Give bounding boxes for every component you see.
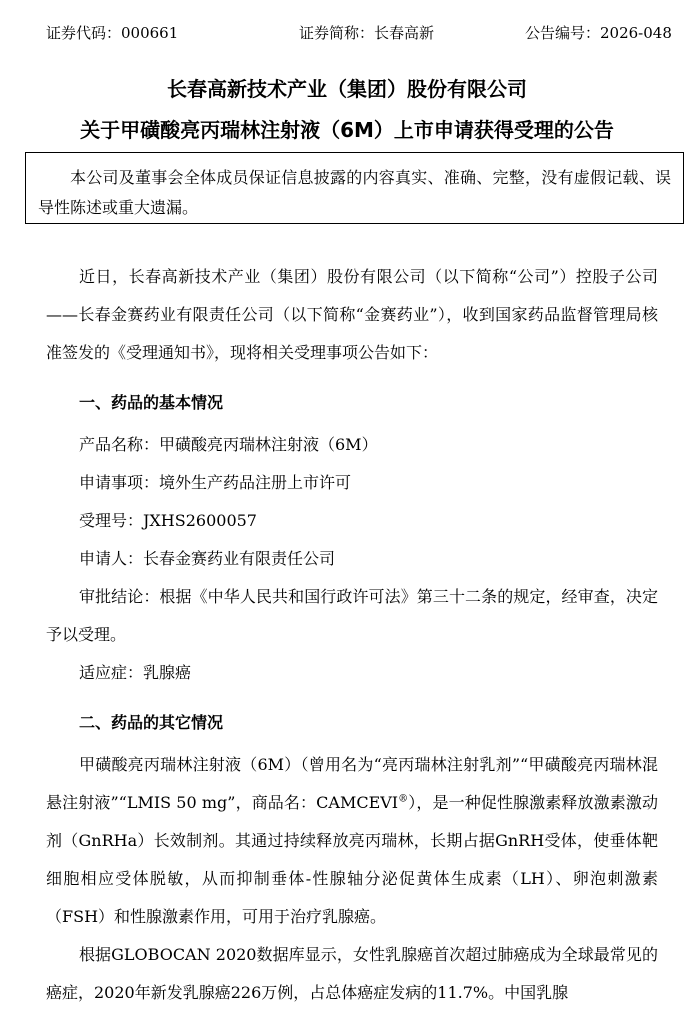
indication-item: 适应症：乳腺癌	[79, 663, 192, 682]
product-name-item: 产品名称：甲磺酸亮丙瑞林注射液（6M）	[79, 435, 378, 454]
section-1-heading: 一、药品的基本情况	[79, 393, 224, 412]
epidemiology-paragraph: 根据GLOBOCAN 2020数据库显示，女性乳腺癌首次超过肺癌成为全球最常见的癌症，2020年新发乳腺癌226万例，占总体癌症发病的11.7%。中国乳腺	[46, 945, 658, 1002]
company-name-title: 长春高新技术产业（集团）股份有限公司	[167, 77, 527, 101]
section-2-heading: 二、药品的其它情况	[79, 713, 224, 732]
approval-conclusion-item: 审批结论：根据《中华人民共和国行政许可法》第三十二条的规定，经审查，决定予以受理。	[46, 587, 658, 644]
security-abbreviation: 证券简称：长春高新	[299, 24, 435, 42]
disclaimer-text: 本公司及董事会全体成员保证信息披露的内容真实、准确、完整，没有虚假记载、误导性陈述或重大遗漏。	[38, 168, 671, 217]
announcement-body	[46, 258, 658, 1012]
intro-paragraph: 近日，长春高新技术产业（集团）股份有限公司（以下简称“公司”）控股子公司——长春金赛药业有限责任公司（以下简称“金赛药业”），收到国家药品监督管理局核准签发的《受理通知书》，现将相关受理事项公告如下：	[46, 267, 658, 362]
announcement-title: 关于甲磺酸亮丙瑞林注射液（6M）上市申请获得受理的公告	[80, 118, 614, 142]
announcement-number: 公告编号：2026-048	[525, 24, 672, 42]
security-code: 证券代码：000661	[46, 24, 179, 42]
acceptance-number-item: 受理号：JXHS2600057	[79, 511, 257, 530]
page-header	[0, 22, 694, 46]
drug-description-paragraph: 甲磺酸亮丙瑞林注射液（6M）（曾用名为“亮丙瑞林注射乳剂”“甲磺酸亮丙瑞林混悬注射液”“LMIS 50 mg”，商品名：CAMCEVI®），是一种促性腺激素释放激素激动剂（GnRHa）长效制剂。其通过持续释放亮丙瑞林，长期占据GnRH受体，使垂体靶细胞相应受体脱敏，从而抑制垂体-性腺轴分泌促黄体生成素（LH）、卵泡刺激素（FSH）和性腺激素作用，可用于治疗乳腺癌。	[46, 755, 658, 926]
disclaimer-box	[25, 152, 684, 224]
applicant-item: 申请人：长春金赛药业有限责任公司	[79, 549, 336, 568]
registered-mark: ®	[398, 793, 409, 805]
application-item: 申请事项：境外生产药品注册上市许可	[79, 473, 352, 492]
